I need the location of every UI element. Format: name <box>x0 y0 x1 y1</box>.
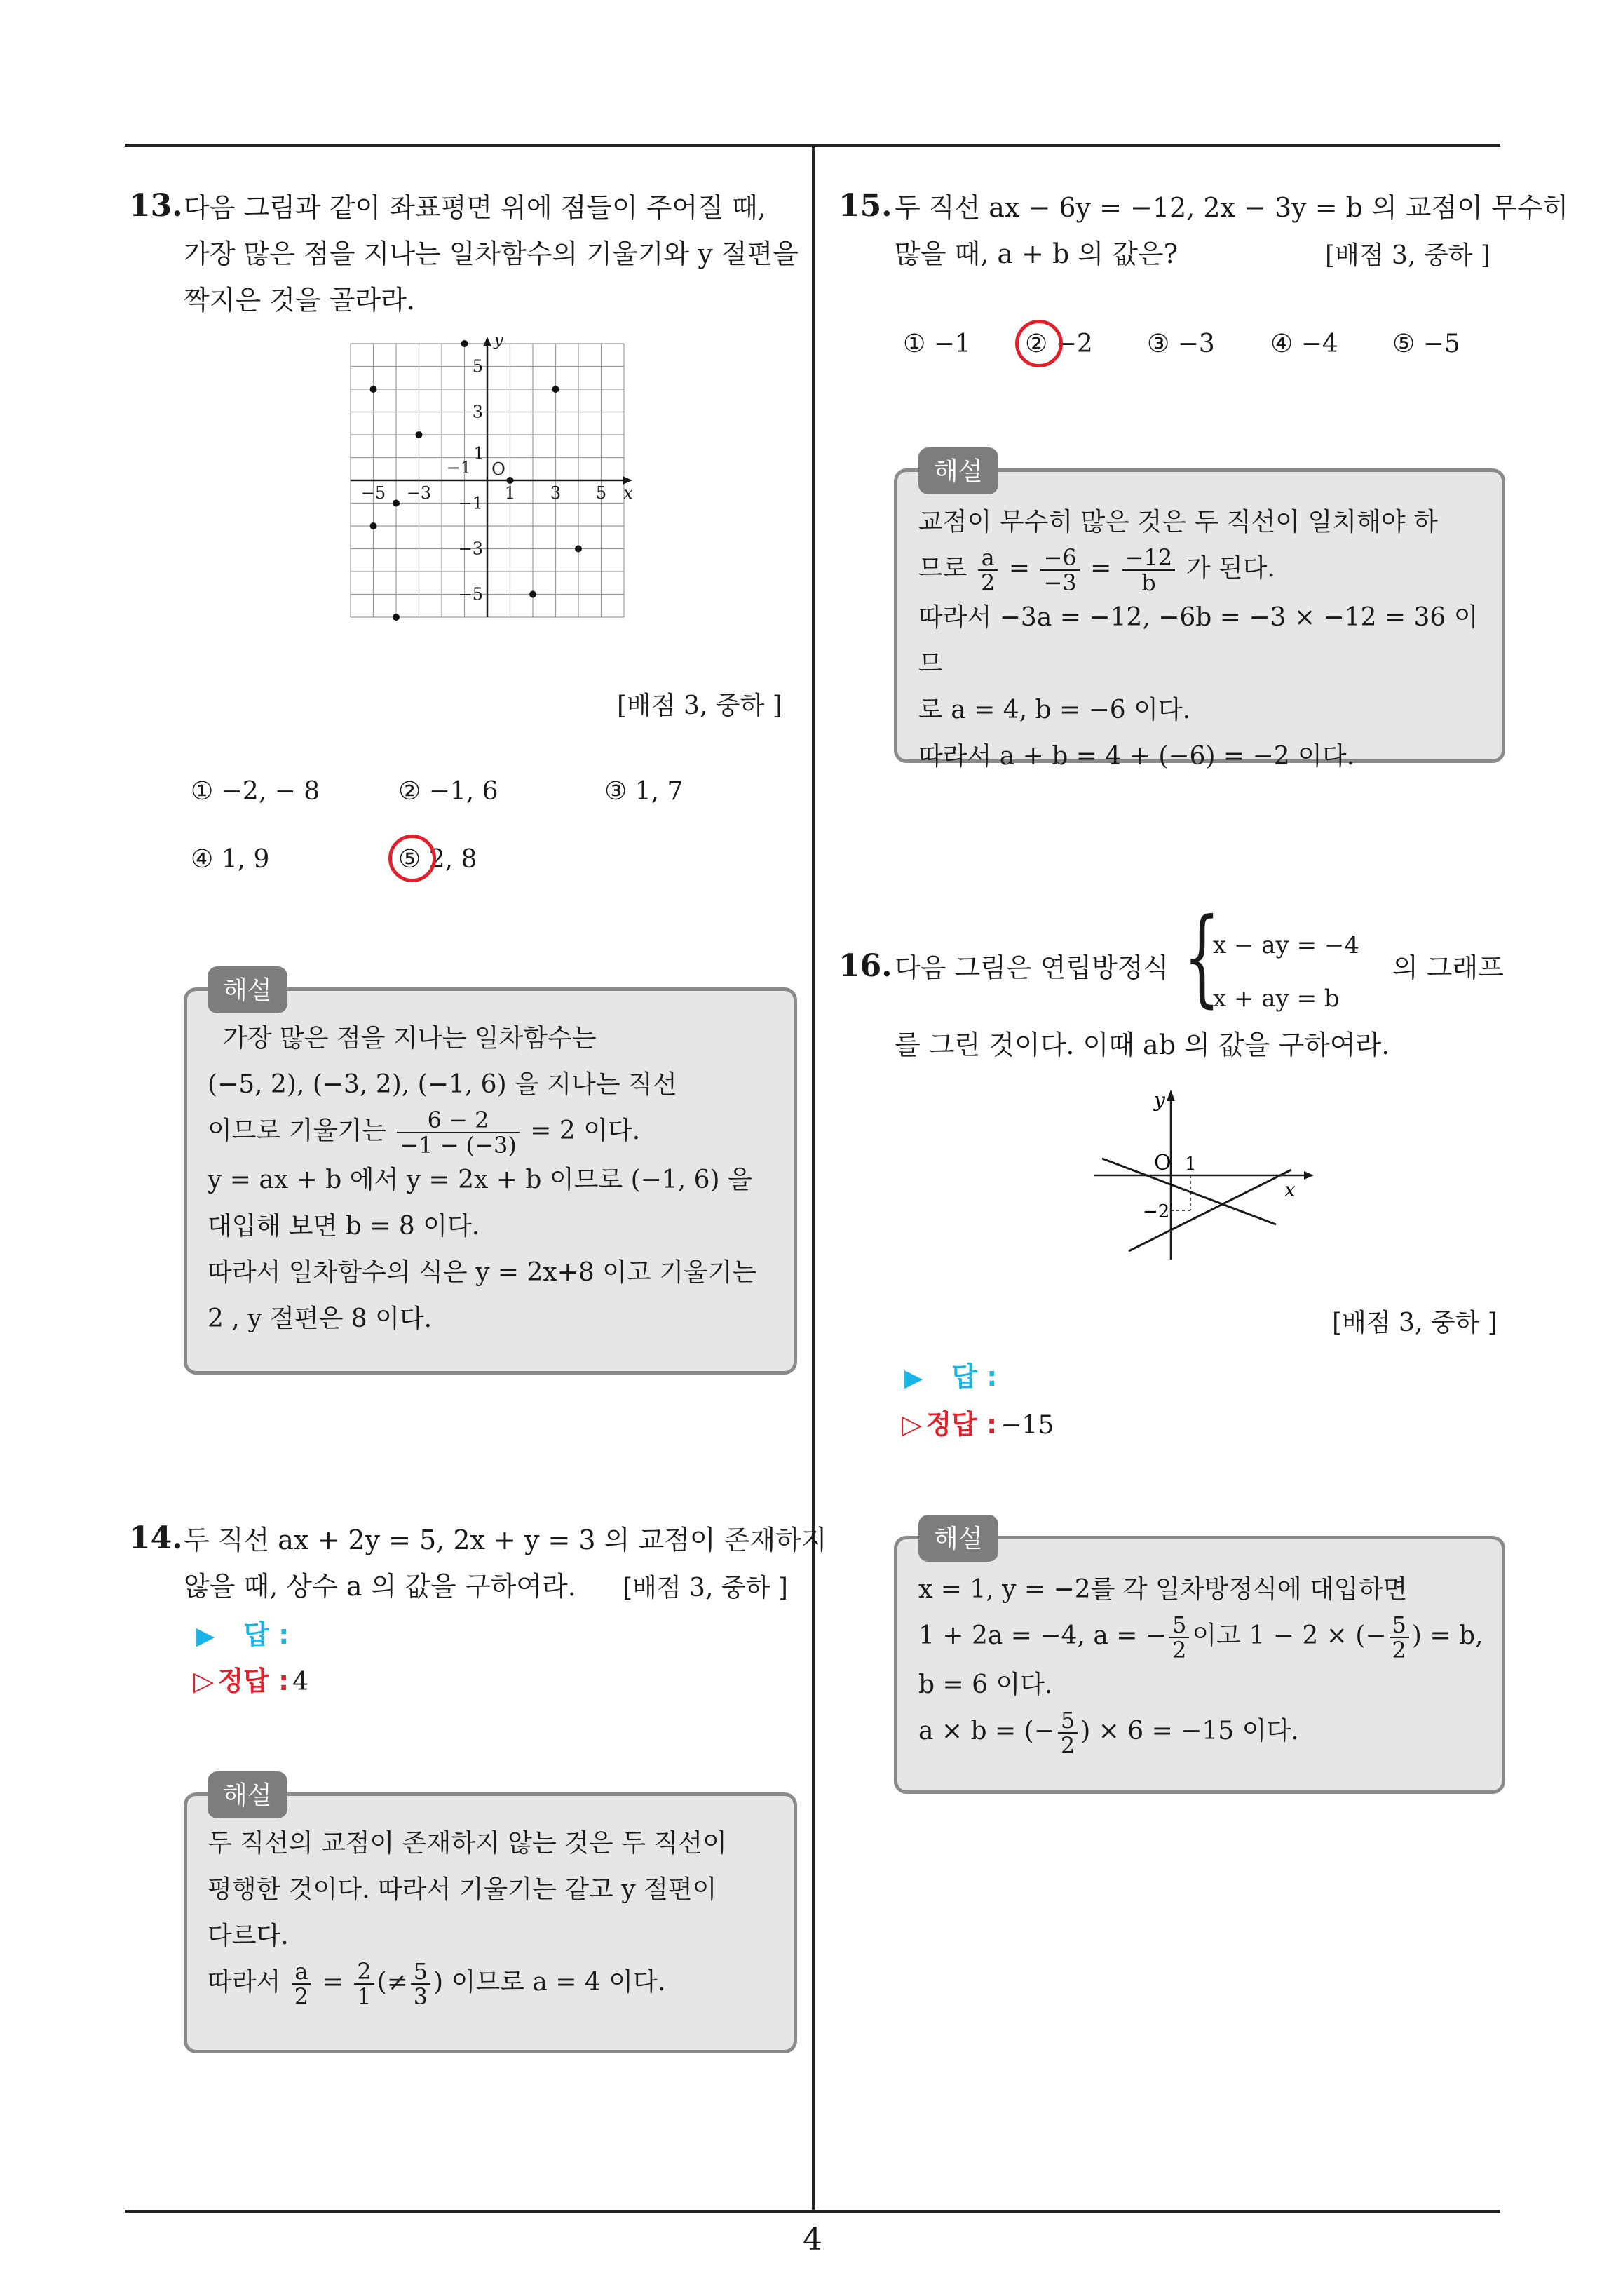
outline-play-icon: ▷ <box>193 1666 215 1696</box>
q16-origin: O <box>1154 1151 1172 1175</box>
fraction-denominator: 1 <box>357 1983 372 2010</box>
q15-choice-2[interactable]: ② −2 <box>1025 330 1093 358</box>
y-tick-label: 3 <box>472 402 483 422</box>
q16-text-a: 다음 그림은 연립방정식 <box>895 952 1169 983</box>
exp-line: 평행한 것이다. 따라서 기울기는 같고 y 절편이 <box>208 1875 717 1904</box>
q14-text-line: 않을 때, 상수 a 의 값을 구하여라. <box>184 1571 576 1602</box>
q16-number: 16. <box>838 948 892 984</box>
q14-explanation-tag: 해설 <box>208 1771 287 1818</box>
exp-line: x = 1, y = −2를 각 일차방정식에 대입하면 <box>918 1575 1408 1604</box>
fraction <box>292 1959 311 2008</box>
outline-play-icon: ▷ <box>902 1409 923 1440</box>
q13-text-line: 짝지은 것을 골라라. <box>184 285 415 316</box>
q16-x-label: x <box>1284 1178 1296 1201</box>
data-point <box>575 546 582 553</box>
fraction <box>354 1959 374 2008</box>
exp-text: 므로 <box>918 554 967 583</box>
q14-number: 14. <box>129 1520 183 1556</box>
exp-line <box>208 1959 777 2008</box>
q13-number: 13. <box>129 188 183 224</box>
q14-meta: [배점 3, 중하 ] <box>623 1574 788 1602</box>
exp-line: 2 , y 절편은 8 이다. <box>208 1304 433 1333</box>
exp-text: 따라서 <box>208 1968 281 1997</box>
y-tick-label: −3 <box>458 539 483 559</box>
exp-line: (−5, 2), (−3, 2), (−1, 6) 을 지나는 직선 <box>208 1070 677 1099</box>
data-point <box>416 431 423 438</box>
system-brace: { <box>1183 896 1221 1018</box>
q14-correct-row <box>193 1659 308 1698</box>
q15-choice-5[interactable]: ⑤ −5 <box>1392 330 1460 358</box>
fraction <box>411 1959 430 2008</box>
q13-choice-5[interactable]: ⑤ 2, 8 <box>398 845 477 874</box>
fraction-denominator: −3 <box>1043 569 1077 596</box>
y-tick-label: 1 <box>473 443 484 464</box>
exp-line: 따라서 일차함수의 식은 y = 2x+8 이고 기울기는 <box>208 1258 757 1287</box>
q15-choice-3[interactable]: ③ −3 <box>1147 330 1215 358</box>
fraction-numerator: 6 − 2 <box>397 1108 519 1133</box>
q16-line-graph <box>1087 1080 1318 1269</box>
fraction <box>1169 1613 1189 1662</box>
exp-line: 따라서 a + b = 4 + (−6) = −2 이다. <box>918 742 1355 771</box>
exp-line <box>918 546 1488 595</box>
fraction <box>1122 546 1176 595</box>
fraction-denominator: b <box>1141 569 1156 596</box>
q15-text-line: 두 직선 ax − 6y = −12, 2x − 3y = b 의 교점이 무수히 <box>895 192 1569 223</box>
correct-label: 정답 : <box>217 1666 290 1696</box>
data-point <box>393 500 400 507</box>
x-tick-label: 5 <box>595 483 607 503</box>
q15-choice-4[interactable]: ④ −4 <box>1270 330 1338 358</box>
page-number: 4 <box>803 2222 822 2257</box>
fraction-numerator: 5 <box>411 1959 430 1985</box>
q15-explanation <box>918 499 1488 780</box>
q13-explanation-tag: 해설 <box>208 966 287 1013</box>
q13-text <box>184 184 799 323</box>
system-eq1: x − ay = −4 <box>1213 931 1359 959</box>
fraction-denominator: 2 <box>1172 1637 1187 1663</box>
exp-text: 이고 1 − 2 × (− <box>1192 1621 1387 1650</box>
fraction-denominator: 2 <box>294 1983 309 2010</box>
fraction-numerator: 2 <box>354 1959 374 1985</box>
q16-meta: [배점 3, 중하 ] <box>1332 1309 1498 1337</box>
correct-value: 4 <box>292 1668 309 1696</box>
slope-fraction <box>397 1108 519 1157</box>
q16-explanation-tag: 해설 <box>918 1515 998 1562</box>
y-tick-label: 5 <box>472 356 483 377</box>
q13-choice-2[interactable]: ② −1, 6 <box>398 777 498 806</box>
y-axis-label: y <box>494 337 503 349</box>
q16-explanation <box>918 1567 1488 1757</box>
x-tick-label: 1 <box>504 483 516 503</box>
data-point <box>529 591 536 598</box>
x-axis-label: x <box>623 483 633 503</box>
q14-explanation <box>208 1821 777 2008</box>
fraction-numerator: −6 <box>1040 546 1079 571</box>
fraction <box>1058 1708 1078 1757</box>
answer-label: 답 : <box>951 1361 998 1392</box>
x-tick-label: 3 <box>550 483 562 503</box>
fraction-denominator: 2 <box>1392 1637 1406 1663</box>
answer-label: 답 : <box>243 1619 290 1650</box>
fraction-numerator: a <box>978 546 998 571</box>
q15-explanation-tag: 해설 <box>918 447 998 494</box>
play-icon: ▶ <box>196 1622 215 1650</box>
q15-text-line: 많을 때, a + b 의 값은? <box>895 238 1178 269</box>
q16-y-label: y <box>1154 1088 1165 1112</box>
exp-line: 대입해 보면 b = 8 이다. <box>208 1212 480 1241</box>
fraction-numerator: a <box>292 1959 311 1985</box>
fraction-denominator: 3 <box>413 1983 428 2010</box>
exp-text: = <box>322 1968 344 1997</box>
exp-line <box>918 1708 1488 1757</box>
data-point <box>552 386 559 393</box>
exp-line: y = ax + b 에서 y = 2x + b 이므로 (−1, 6) 을 <box>208 1166 752 1194</box>
exp-line: b = 6 이다. <box>918 1670 1053 1699</box>
data-point <box>370 386 377 393</box>
data-point <box>370 522 377 529</box>
q13-choice-1[interactable]: ① −2, − 8 <box>191 777 320 806</box>
fraction-numerator: −12 <box>1122 546 1176 571</box>
exp-text: 이므로 기울기는 <box>208 1116 386 1145</box>
exp-text: (≠ <box>376 1968 408 1997</box>
column-divider <box>812 144 815 2211</box>
exp-text: 1 + 2a = −4, a = − <box>918 1621 1167 1650</box>
q16-answer-row <box>904 1355 997 1393</box>
q16-text-line2: 를 그린 것이다. 이때 ab 의 값을 구하여라. <box>895 1029 1390 1060</box>
exp-text: ) 이므로 a = 4 이다. <box>433 1968 666 1997</box>
q15-meta: [배점 3, 중하 ] <box>1325 241 1490 270</box>
q13-coordinate-graph <box>330 337 638 645</box>
q13-meta: [배점 3, 중하 ] <box>617 691 782 720</box>
q13-explanation <box>208 1015 777 1342</box>
q15-number: 15. <box>838 188 892 224</box>
fraction-numerator: 5 <box>1058 1708 1078 1734</box>
q16-tick-neg2: −2 <box>1143 1201 1170 1222</box>
fraction-denominator: 2 <box>981 569 996 596</box>
q16-correct-row <box>902 1403 1054 1441</box>
exp-text: = 2 이다. <box>530 1116 641 1145</box>
equals-sign: = <box>1008 554 1030 583</box>
bottom-rule <box>125 2210 1500 2213</box>
q13-choice-4[interactable]: ④ 1, 9 <box>191 845 270 874</box>
fraction <box>1040 546 1079 595</box>
q13-selected-mark <box>388 835 436 882</box>
q13-choice-3[interactable]: ③ 1, 7 <box>604 777 684 806</box>
fraction-denominator: −1 − (−3) <box>400 1132 517 1159</box>
equals-sign: = <box>1090 554 1112 583</box>
exp-text: 가 된다. <box>1186 554 1275 583</box>
q15-selected-mark <box>1015 320 1063 367</box>
exp-line <box>918 1613 1488 1662</box>
exp-line: 다르다. <box>208 1922 289 1950</box>
fraction-numerator: 5 <box>1390 1613 1409 1638</box>
q13-tick-labels <box>361 337 633 605</box>
q14-answer-row <box>196 1613 289 1652</box>
correct-label: 정답 : <box>925 1409 998 1440</box>
exp-text: ) × 6 = −15 이다. <box>1080 1717 1299 1745</box>
x-tick-label: −5 <box>360 483 386 503</box>
fraction <box>1390 1613 1409 1662</box>
data-point <box>393 614 400 621</box>
data-point <box>461 340 468 347</box>
fraction-numerator: 5 <box>1169 1613 1189 1638</box>
fraction-denominator: 2 <box>1060 1732 1075 1759</box>
exp-line: 로 a = 4, b = −6 이다. <box>918 696 1191 724</box>
exp-line: 두 직선의 교점이 존재하지 않는 것은 두 직선이 <box>208 1829 727 1858</box>
system-eq2: x + ay = b <box>1213 985 1340 1013</box>
q13-text-line: 다음 그림과 같이 좌표평면 위에 점들이 주어질 때, <box>184 192 766 223</box>
play-icon: ▶ <box>904 1364 923 1392</box>
fraction <box>978 546 998 595</box>
y-tick-label: −1 <box>458 493 483 513</box>
q16-text-b: 의 그래프 <box>1392 952 1504 983</box>
exp-line: 교점이 무수히 많은 것은 두 직선이 일치해야 하 <box>918 508 1438 536</box>
exp-line: 따라서 −3a = −12, −6b = −3 × −12 = 36 이므 <box>918 603 1479 678</box>
exp-line: 가장 많은 점을 지나는 일차함수는 <box>223 1024 597 1053</box>
y-tick-label: −5 <box>458 584 483 605</box>
origin-label: O <box>491 459 505 479</box>
q14-text-line: 두 직선 ax + 2y = 5, 2x + y = 3 의 교점이 존재하지 <box>184 1525 827 1555</box>
x-tick-label: −3 <box>406 483 432 503</box>
q16-tick-1: 1 <box>1185 1154 1197 1175</box>
q13-text-line: 가장 많은 점을 지나는 일차함수의 기울기와 y 절편을 <box>184 238 799 269</box>
q15-choice-1[interactable]: ① −1 <box>903 330 971 358</box>
exp-text: a × b = (− <box>918 1717 1055 1745</box>
x-tick-label: −1 <box>446 458 472 478</box>
exp-text: ) = b, <box>1411 1621 1483 1650</box>
exp-line <box>208 1108 777 1157</box>
correct-value: −15 <box>1000 1411 1054 1440</box>
y-axis-arrow <box>483 337 491 346</box>
